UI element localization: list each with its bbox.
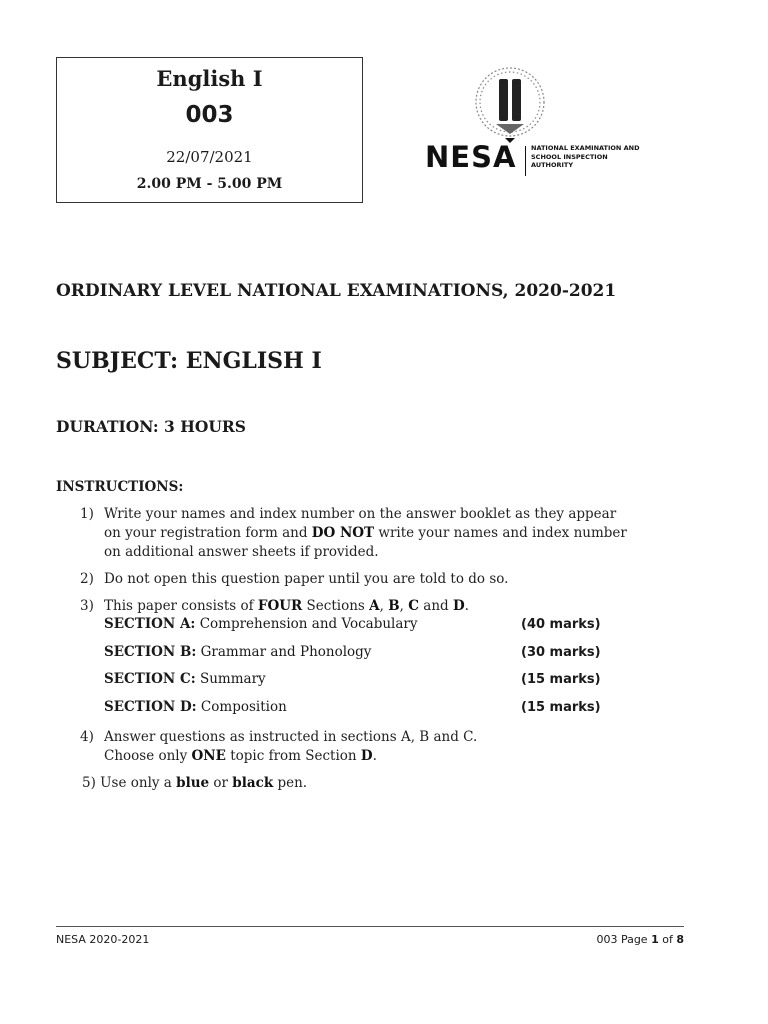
- section-c-name: Summary: [195, 671, 266, 687]
- instruction-3-number: 3): [80, 598, 94, 614]
- nesa-logo: [425, 64, 665, 184]
- header-code: 003: [185, 102, 234, 128]
- section-b-label: SECTION B:: [104, 644, 197, 660]
- instruction-2-number: 2): [80, 571, 94, 587]
- section-d-label: SECTION D:: [104, 699, 197, 715]
- logo-tagline-line-1: NATIONAL EXAMINATION AND: [531, 144, 640, 152]
- logo-tagline-line-3: AUTHORITY: [531, 161, 574, 169]
- section-b-name: Grammar and Phonology: [196, 644, 372, 660]
- instructions-heading: INSTRUCTIONS:: [56, 479, 184, 495]
- section-c-marks: (15 marks): [521, 672, 601, 687]
- section-b-marks: (30 marks): [521, 645, 601, 660]
- section-c-label: SECTION C:: [104, 671, 196, 687]
- section-a-name: Comprehension and Vocabulary: [195, 616, 418, 632]
- instruction-4-line-1: Answer questions as instructed in sections A, B and C.: [104, 729, 478, 745]
- section-c-row: [104, 671, 266, 687]
- section-a-marks: (40 marks): [521, 617, 601, 632]
- footer-left-text: NESA 2020-2021: [56, 933, 150, 946]
- section-a-label: SECTION A:: [104, 616, 196, 632]
- header-time: 2.00 PM - 5.00 PM: [136, 176, 283, 192]
- exam-title: ORDINARY LEVEL NATIONAL EXAMINATIONS, 2020-2021: [56, 281, 617, 301]
- section-d-name: Composition: [196, 699, 287, 715]
- instruction-4-number: 4): [80, 729, 94, 745]
- page-number: 003 Page 1 of 8: [596, 933, 684, 946]
- section-d-row: [104, 699, 287, 715]
- nesa-emblem-icon: [455, 64, 565, 144]
- logo-tagline: [531, 144, 640, 170]
- footer-divider: [56, 926, 684, 927]
- section-d-marks: (15 marks): [521, 700, 601, 715]
- instruction-3-line-1: This paper consists of FOUR Sections A, B, C and D.: [104, 598, 469, 614]
- section-a-row: [104, 616, 417, 632]
- instruction-1-number: 1): [80, 506, 94, 522]
- instruction-4-line-2: Choose only ONE topic from Section D.: [104, 748, 377, 764]
- subject-title: SUBJECT: ENGLISH I: [56, 348, 322, 374]
- instruction-1-line-3: on additional answer sheets if provided.: [104, 544, 379, 560]
- instruction-5-line-1: 5) Use only a blue or black pen.: [82, 775, 308, 791]
- exam-header-box: [56, 57, 363, 203]
- instruction-1-line-1: Write your names and index number on the answer booklet as they appear: [104, 506, 617, 522]
- logo-wordmark: NESA: [425, 140, 517, 174]
- duration-title: DURATION: 3 HOURS: [56, 417, 246, 436]
- logo-tagline-line-2: SCHOOL INSPECTION: [531, 152, 608, 161]
- header-subject: English I: [156, 66, 263, 91]
- section-b-row: [104, 644, 371, 660]
- instruction-2-line-1: Do not open this question paper until you are told to do so.: [104, 571, 509, 587]
- header-date: 22/07/2021: [166, 148, 253, 166]
- instruction-1-line-2: on your registration form and DO NOT write your names and index number: [104, 525, 627, 541]
- logo-divider: [525, 146, 526, 176]
